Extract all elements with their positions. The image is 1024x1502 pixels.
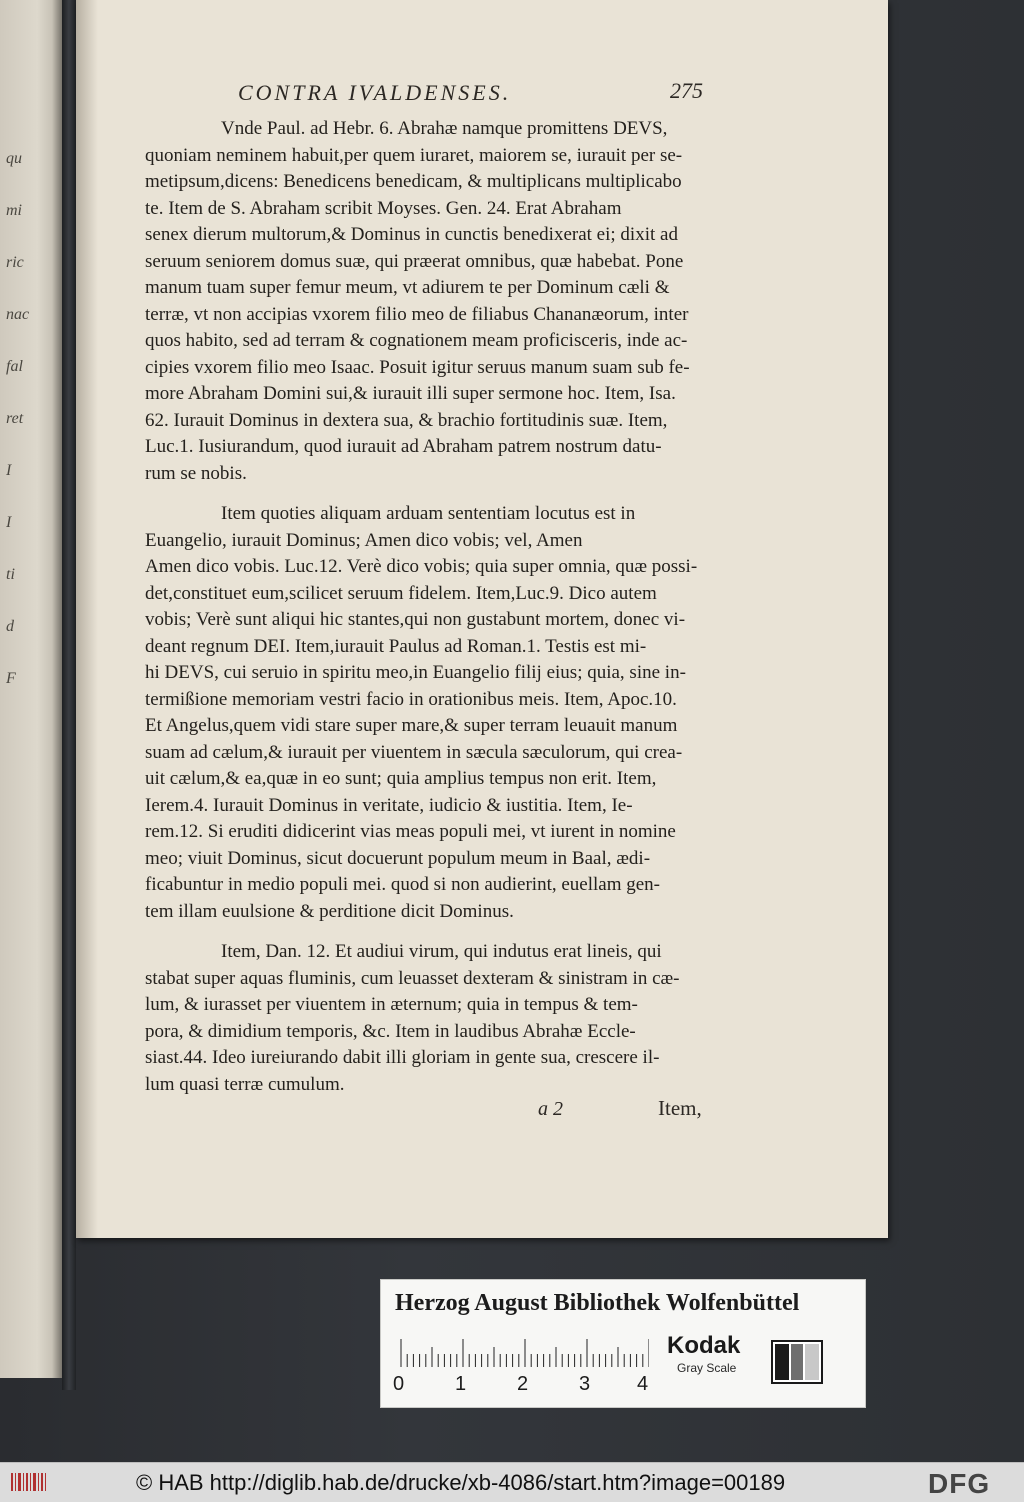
text-line: rum se nobis. — [145, 462, 247, 484]
text-line: seruum seniorem domus suæ, qui præerat omnibus, quæ habebat. Pone — [145, 250, 684, 272]
signature-mark: a 2 — [538, 1098, 563, 1120]
text-line: Luc.1. Iusiurandum, quod iurauit ad Abraham patrem nostrum datu- — [145, 436, 662, 457]
previous-page-fragment: ric — [6, 254, 24, 271]
page-number: 275 — [670, 78, 703, 103]
measurement-ruler — [399, 1337, 649, 1367]
ruler-label: 0 — [393, 1373, 405, 1395]
text-line: deant regnum DEI. Item,iurauit Paulus ad Roman.1. Testis est mi- — [145, 635, 647, 657]
color-scale-card — [380, 1279, 866, 1408]
spine-shadow — [76, 0, 98, 1238]
book-binding — [62, 0, 76, 1390]
previous-page-fragment: ret — [6, 410, 24, 427]
text-line: lum, & iurasset per viuentem in æternum; quia in tempus & tem- — [145, 994, 638, 1015]
text-line: terræ, vt non accipias vxorem filio meo de filiabus Chananæorum, inter — [145, 303, 689, 325]
text-line: Ierem.4. Iurauit Dominus in veritate, iudicio & iustitia. Item, Ie- — [145, 794, 633, 816]
swatch-black — [775, 1344, 789, 1380]
text-line: Et Angelus,quem vidi stare super mare,& super terram leuauit manum — [145, 715, 678, 736]
previous-page-fragment: F — [6, 670, 16, 687]
barcode-icon — [10, 1471, 48, 1493]
previous-page-fragment: I — [6, 514, 12, 531]
kodak-logo: Kodak — [667, 1332, 741, 1359]
running-head: CONTRA IVALDENSES. — [238, 80, 512, 105]
source-link[interactable]: © HAB http://diglib.hab.de/drucke/xb-4086/start.htm?image=00189 — [136, 1470, 786, 1495]
text-line: senex dierum multorum,& Dominus in cunctis benedixerat ei; dixit ad — [145, 224, 678, 245]
text-line: Item quoties aliquam arduam sententiam locutus est in — [221, 503, 636, 524]
gray-scale-label: Gray Scale — [677, 1361, 737, 1375]
text-line: pora, & dimidium temporis, &c. Item in laudibus Abrahæ Eccle- — [145, 1020, 636, 1042]
book-page — [76, 0, 888, 1238]
ruler-label: 4 — [637, 1373, 649, 1395]
catchword: Item, — [658, 1096, 702, 1120]
text-line: Amen dico vobis. Luc.12. Verè dico vobis; quia super omnia, quæ possi- — [145, 556, 698, 577]
text-line: det,constituet eum,scilicet seruum fidelem. Item,Luc.9. Dico autem — [145, 582, 657, 604]
text-line: Euangelio, iurauit Dominus; Amen dico vobis; vel, Amen — [145, 529, 583, 551]
ruler-label: 1 — [455, 1373, 467, 1395]
text-line: siast.44. Ideo iureiurando dabit illi gloriam in gente sua, crescere il- — [145, 1047, 660, 1068]
text-line: stabat super aquas fluminis, cum leuasset dexteram & sinistram in cæ- — [145, 967, 680, 989]
text-line: quoniam neminem habuit,per quem iuraret, maiorem se, iurauit per se- — [145, 144, 683, 166]
previous-page-fragment: mi — [6, 202, 22, 219]
previous-page-fragment: ti — [6, 566, 15, 583]
text-line: Item, Dan. 12. Et audiui virum, qui indutus erat lineis, qui — [221, 941, 662, 962]
text-line: more Abraham Domini sui,& iurauit illi super sermone hoc. Item, Isa. — [145, 383, 676, 404]
gutter-shadow — [52, 0, 62, 1378]
swatch-light — [805, 1344, 819, 1380]
swatch-gray — [791, 1344, 803, 1380]
ruler-label: 2 — [517, 1373, 529, 1395]
text-line: vobis; Verè sunt aliqui hic stantes,qui non gustabunt mortem, donec vi- — [145, 609, 686, 630]
text-line: hi DEVS, cui seruio in spiritu meo,in Euangelio filij eius; quia, sine in- — [145, 662, 686, 683]
previous-page-fragment: qu — [6, 150, 22, 167]
previous-page-fragment: I — [6, 462, 12, 479]
previous-page-edge — [0, 0, 62, 1378]
previous-page-fragment: d — [6, 618, 14, 635]
text-line: metipsum,dicens: Benedicens benedicam, & multiplicans multiplicabo — [145, 171, 682, 192]
text-line: tem illam euulsione & perditione dicit Dominus. — [145, 900, 514, 922]
body-text — [145, 116, 715, 1098]
paragraph-gap — [145, 487, 715, 501]
text-line: ficabuntur in medio populi mei. quod si non audierint, euellam gen- — [145, 874, 660, 895]
text-line: quos habito, sed ad terram & cognationem meam proficisceris, inde ac- — [145, 330, 688, 351]
dfg-logo: DFG — [928, 1468, 991, 1499]
text-line: 62. Iurauit Dominus in dextera sua, & brachio fortitudinis suæ. Item, — [145, 409, 668, 431]
text-line: Vnde Paul. ad Hebr. 6. Abrahæ namque promittens DEVS, — [221, 118, 668, 139]
text-line: suam ad cælum,& iurauit per viuentem in sæcula sæculorum, qui crea- — [145, 741, 683, 763]
ruler-ticks — [399, 1337, 649, 1367]
gray-swatches — [771, 1340, 823, 1384]
text-line: te. Item de S. Abraham scribit Moyses. Gen. 24. Erat Abraham — [145, 197, 622, 219]
previous-page-fragment: nac — [6, 306, 30, 323]
previous-page-fragment: fal — [6, 358, 23, 375]
text-line: cipies vxorem filio meo Isaac. Posuit igitur seruus manum suam sub fe- — [145, 356, 690, 378]
footer-bar — [0, 1462, 1024, 1502]
text-line: manum tuam super femur meum, vt adiurem te per Dominum cæli & — [145, 277, 670, 298]
text-line: uit cælum,& ea,quæ in eo sunt; quia amplius tempus non erit. Item, — [145, 768, 657, 789]
text-line: rem.12. Si eruditi didicerint vias meas populi mei, vt iurent in nomine — [145, 821, 676, 842]
ruler-label: 3 — [579, 1373, 591, 1395]
text-line: termißione memoriam vestri facio in orationibus meis. Item, Apoc.10. — [145, 688, 677, 710]
text-line: lum quasi terræ cumulum. — [145, 1073, 345, 1095]
text-line: meo; viuit Dominus, sicut docuerunt populum meum in Baal, ædi- — [145, 847, 651, 869]
library-name: Herzog August Bibliothek Wolfenbüttel — [395, 1290, 800, 1316]
paragraph-gap — [145, 925, 715, 939]
